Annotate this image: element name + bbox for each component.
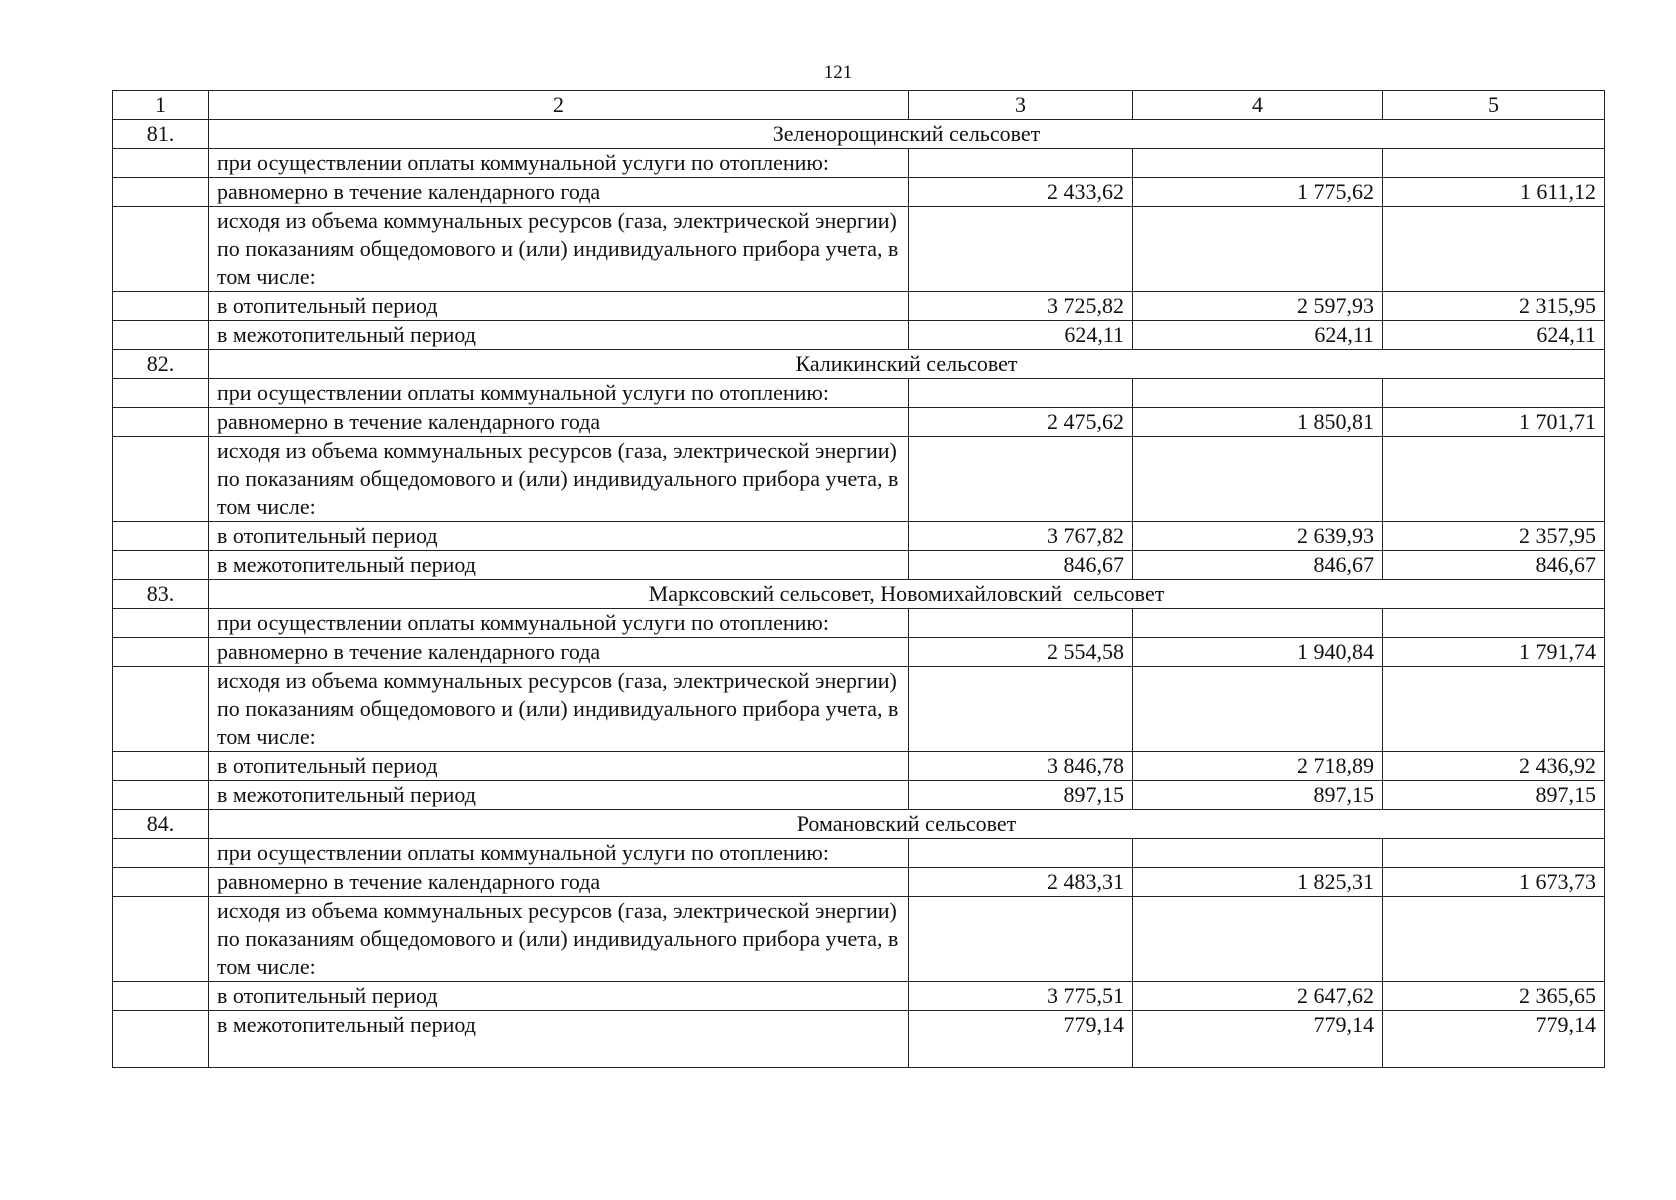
- row-index-cell: [113, 379, 209, 408]
- header-cell-2: 2: [209, 91, 909, 120]
- value-col-4: [1133, 897, 1383, 982]
- row-label: в отопительный период: [209, 752, 909, 781]
- row-index-cell: [113, 408, 209, 437]
- value-col-3: [909, 839, 1133, 868]
- value-col-4: [1133, 379, 1383, 408]
- table-row: [113, 321, 1605, 350]
- section-header-row: [113, 120, 1605, 149]
- header-cell-4: 4: [1133, 91, 1383, 120]
- row-index-cell: [113, 638, 209, 667]
- row-index-cell: [113, 752, 209, 781]
- row-index-cell: [113, 522, 209, 551]
- table-row: [113, 897, 1605, 982]
- value-col-3: [909, 897, 1133, 982]
- table-row: [113, 292, 1605, 321]
- row-label: равномерно в течение календарного года: [209, 868, 909, 897]
- value-col-5: [1383, 609, 1605, 638]
- row-label: исходя из объема коммунальных ресурсов (газа, электрической энергии) по показаниям общедомового и (или) индивидуального прибора учета, в том числе:: [209, 897, 909, 982]
- header-cell-3: 3: [909, 91, 1133, 120]
- row-label: равномерно в течение календарного года: [209, 178, 909, 207]
- value-col-5: [1383, 667, 1605, 752]
- table-row: [113, 437, 1605, 522]
- value-col-5: 1 673,73: [1383, 868, 1605, 897]
- row-index-cell: [113, 839, 209, 868]
- value-col-4: 1 850,81: [1133, 408, 1383, 437]
- value-col-4: 897,15: [1133, 781, 1383, 810]
- value-col-5: 2 315,95: [1383, 292, 1605, 321]
- value-col-4: [1133, 609, 1383, 638]
- row-index-cell: [113, 207, 209, 292]
- section-number: 82.: [113, 350, 209, 379]
- row-label: исходя из объема коммунальных ресурсов (газа, электрической энергии) по показаниям общедомового и (или) индивидуального прибора учета, в том числе:: [209, 437, 909, 522]
- value-col-4: 846,67: [1133, 551, 1383, 580]
- table-row: [113, 178, 1605, 207]
- value-col-3: [909, 667, 1133, 752]
- row-index-cell: [113, 897, 209, 982]
- value-col-4: [1133, 437, 1383, 522]
- page-number: 121: [823, 62, 853, 83]
- value-col-5: 1 701,71: [1383, 408, 1605, 437]
- section-number: 83.: [113, 580, 209, 609]
- section-header-row: [113, 580, 1605, 609]
- table-row: [113, 408, 1605, 437]
- row-label: в отопительный период: [209, 982, 909, 1011]
- table-row: [113, 781, 1605, 810]
- row-index-cell: [113, 781, 209, 810]
- table-row: [113, 149, 1605, 178]
- row-index-cell: [113, 868, 209, 897]
- row-label: равномерно в течение календарного года: [209, 408, 909, 437]
- row-index-cell: [113, 1011, 209, 1068]
- row-label: исходя из объема коммунальных ресурсов (газа, электрической энергии) по показаниям общедомового и (или) индивидуального прибора учета, в том числе:: [209, 667, 909, 752]
- value-col-4: 2 718,89: [1133, 752, 1383, 781]
- row-label: в отопительный период: [209, 292, 909, 321]
- table-row: [113, 667, 1605, 752]
- table-row: [113, 638, 1605, 667]
- value-col-5: [1383, 379, 1605, 408]
- value-col-4: [1133, 149, 1383, 178]
- value-col-5: [1383, 437, 1605, 522]
- value-col-3: 779,14: [909, 1011, 1133, 1068]
- table-row: [113, 868, 1605, 897]
- value-col-5: 779,14: [1383, 1011, 1605, 1068]
- row-index-cell: [113, 982, 209, 1011]
- row-label: равномерно в течение календарного года: [209, 638, 909, 667]
- row-index-cell: [113, 667, 209, 752]
- value-col-3: [909, 609, 1133, 638]
- row-index-cell: [113, 149, 209, 178]
- value-col-5: [1383, 897, 1605, 982]
- section-header-row: [113, 810, 1605, 839]
- section-name: Каликинский сельсовет: [209, 350, 1605, 379]
- tariff-table: [112, 90, 1605, 1068]
- value-col-5: 2 357,95: [1383, 522, 1605, 551]
- value-col-3: 3 775,51: [909, 982, 1133, 1011]
- value-col-5: 897,15: [1383, 781, 1605, 810]
- value-col-3: 2 433,62: [909, 178, 1133, 207]
- section-name: Романовский сельсовет: [209, 810, 1605, 839]
- value-col-4: 779,14: [1133, 1011, 1383, 1068]
- value-col-3: 624,11: [909, 321, 1133, 350]
- value-col-3: [909, 149, 1133, 178]
- table-row: [113, 379, 1605, 408]
- value-col-4: 2 597,93: [1133, 292, 1383, 321]
- table-row: [113, 207, 1605, 292]
- table-row: [113, 982, 1605, 1011]
- value-col-5: 1 791,74: [1383, 638, 1605, 667]
- value-col-3: 3 725,82: [909, 292, 1133, 321]
- row-label: при осуществлении оплаты коммунальной услуги по отоплению:: [209, 379, 909, 408]
- value-col-3: 2 554,58: [909, 638, 1133, 667]
- value-col-5: 2 365,65: [1383, 982, 1605, 1011]
- row-label: в межотопительный период: [209, 1011, 909, 1068]
- row-label: при осуществлении оплаты коммунальной услуги по отоплению:: [209, 839, 909, 868]
- value-col-4: [1133, 667, 1383, 752]
- value-col-4: 624,11: [1133, 321, 1383, 350]
- value-col-5: 624,11: [1383, 321, 1605, 350]
- row-label: при осуществлении оплаты коммунальной услуги по отоплению:: [209, 609, 909, 638]
- row-index-cell: [113, 292, 209, 321]
- section-name: Марксовский сельсовет, Новомихайловский сельсовет: [209, 580, 1605, 609]
- value-col-5: 846,67: [1383, 551, 1605, 580]
- value-col-5: [1383, 839, 1605, 868]
- value-col-4: 1 775,62: [1133, 178, 1383, 207]
- row-index-cell: [113, 178, 209, 207]
- header-cell-1: 1: [113, 91, 209, 120]
- table-row: [113, 752, 1605, 781]
- table-body: [113, 91, 1605, 1068]
- row-label: исходя из объема коммунальных ресурсов (газа, электрической энергии) по показаниям общедомового и (или) индивидуального прибора учета, в том числе:: [209, 207, 909, 292]
- section-number: 84.: [113, 810, 209, 839]
- row-index-cell: [113, 551, 209, 580]
- row-index-cell: [113, 609, 209, 638]
- value-col-5: [1383, 149, 1605, 178]
- value-col-3: [909, 207, 1133, 292]
- section-name: Зеленорощинский сельсовет: [209, 120, 1605, 149]
- row-label: при осуществлении оплаты коммунальной услуги по отоплению:: [209, 149, 909, 178]
- value-col-5: 2 436,92: [1383, 752, 1605, 781]
- row-label: в межотопительный период: [209, 321, 909, 350]
- value-col-3: [909, 379, 1133, 408]
- value-col-3: 2 483,31: [909, 868, 1133, 897]
- value-col-4: 1 825,31: [1133, 868, 1383, 897]
- value-col-3: [909, 437, 1133, 522]
- row-label: в отопительный период: [209, 522, 909, 551]
- value-col-3: 2 475,62: [909, 408, 1133, 437]
- value-col-4: 2 647,62: [1133, 982, 1383, 1011]
- table-row: [113, 551, 1605, 580]
- row-label: в межотопительный период: [209, 551, 909, 580]
- value-col-3: 846,67: [909, 551, 1133, 580]
- header-cell-5: 5: [1383, 91, 1605, 120]
- value-col-3: 897,15: [909, 781, 1133, 810]
- section-number: 81.: [113, 120, 209, 149]
- value-col-4: [1133, 207, 1383, 292]
- row-label: в межотопительный период: [209, 781, 909, 810]
- value-col-4: 1 940,84: [1133, 638, 1383, 667]
- row-index-cell: [113, 321, 209, 350]
- table-row: [113, 839, 1605, 868]
- value-col-5: [1383, 207, 1605, 292]
- value-col-3: 3 846,78: [909, 752, 1133, 781]
- value-col-4: [1133, 839, 1383, 868]
- table-row: [113, 522, 1605, 551]
- value-col-3: 3 767,82: [909, 522, 1133, 551]
- table-row: [113, 1011, 1605, 1068]
- row-index-cell: [113, 437, 209, 522]
- value-col-5: 1 611,12: [1383, 178, 1605, 207]
- table-row: [113, 609, 1605, 638]
- column-number-header-row: [113, 91, 1605, 120]
- section-header-row: [113, 350, 1605, 379]
- value-col-4: 2 639,93: [1133, 522, 1383, 551]
